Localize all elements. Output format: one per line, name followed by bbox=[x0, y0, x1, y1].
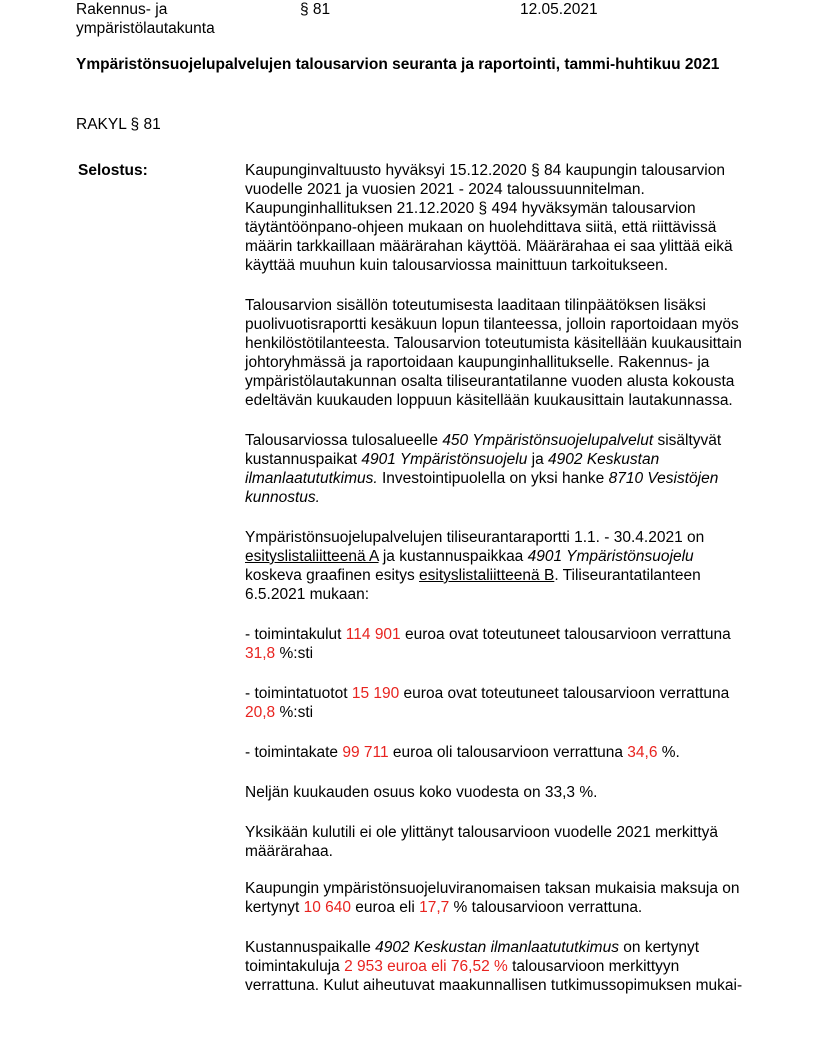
header-body-line2: ympäristölautakunta bbox=[76, 20, 215, 37]
paragraph-budget-approval: Kaupunginvaltuusto hyväksyi 15.12.2020 § 84 kaupungin talousarvion vuodelle 2021 ja vuosien 2021 - 2024 taloussuunnitelman. Kaupunginhallituksen 21.12.2020 § 494 hyväksymän talousarvion täytäntöönpano-ohjeen mukaan on huolehdittava siitä, että riittävissä määrin tarkkaillaan määrärahan käyttöä. Määrärahaa ei saa ylittää eikä käyttää muuhun kuin talousarviossa mainittuun tarkoitukseen. bbox=[245, 162, 733, 274]
attachment-b-link[interactable]: esityslistaliitteenä B bbox=[419, 567, 555, 584]
text: %:sti bbox=[275, 645, 314, 662]
paragraph-fees bbox=[245, 879, 745, 917]
text: - toimintakulut bbox=[245, 626, 346, 643]
project-8710: 8710 Vesistöjen kunnostus. bbox=[245, 470, 719, 506]
bullet-operating-income bbox=[245, 684, 745, 722]
header-body-line1: Rakennus- ja bbox=[76, 1, 168, 18]
highlight-value: 20,8 bbox=[245, 704, 276, 721]
cost-center-4902: 4902 Keskustan ilmanlaatututkimus. bbox=[245, 451, 660, 487]
text: - toimintatuotot bbox=[245, 685, 352, 702]
text: % talousarvioon verrattuna. bbox=[449, 899, 643, 916]
text: euroa ovat toteutuneet talousarvioon verrattuna bbox=[399, 685, 730, 702]
text: . Tiliseurantatilanteen 6.5.2021 mukaan: bbox=[245, 567, 701, 603]
text: Investointipuolella on yksi hanke bbox=[377, 470, 609, 487]
text: Talousarviossa tulosalueelle bbox=[245, 432, 443, 449]
selostus-content bbox=[245, 161, 745, 1016]
text: euroa ovat toteutuneet talousarvioon verrattuna bbox=[400, 626, 731, 643]
text: %. bbox=[657, 744, 680, 761]
text: on kertynyt toimintakuluja bbox=[245, 939, 700, 975]
text: ja bbox=[527, 451, 549, 468]
header-body-name bbox=[76, 0, 236, 38]
selostus-label: Selostus: bbox=[78, 162, 148, 179]
highlight-value: 15 190 bbox=[351, 685, 400, 702]
header-date: 12.05.2021 bbox=[520, 1, 598, 18]
highlight-value: 17,7 bbox=[419, 899, 450, 916]
attachment-a-link[interactable]: esityslistaliitteenä A bbox=[245, 548, 379, 565]
paragraph-cost-centers bbox=[245, 431, 745, 507]
text: Kaupungin ympäristönsuojeluviranomaisen taksan mukaisia maksuja on kertynyt bbox=[245, 880, 740, 916]
text: Kustannuspaikalle bbox=[245, 939, 376, 956]
paragraph-no-overrun: Yksikään kulutili ei ole ylittänyt talousarvioon vuodelle 2021 merkittyä määrärahaa. bbox=[245, 824, 718, 860]
bullet-operating-costs bbox=[245, 625, 745, 663]
paragraph-air-quality bbox=[245, 938, 745, 995]
bullet-operating-margin bbox=[245, 743, 745, 762]
paragraph-four-months: Neljän kuukauden osuus koko vuodesta on 33,3 %. bbox=[245, 784, 598, 801]
text: - toimintakate bbox=[245, 744, 343, 761]
text: ja kustannuspaikkaa bbox=[378, 548, 528, 565]
document-title: Ympäristönsuojelupalvelujen talousarvion seuranta ja raportointi, tammi-huhtikuu 2021 bbox=[76, 56, 720, 73]
paragraph-reporting: Talousarvion sisällön toteutumisesta laaditaan tilinpäätöksen lisäksi puolivuotisraportti kesäkuun lopun tilanteessa, jolloin raportoidaan myös henkilöstötilanteesta. Talousarvion toteutumista käsitellään kuukausittain johtoryhmässä ja raportoidaan kaupunginhallitukselle. Rakennus- ja ympäristölautakunnan osalta tiliseurantatilanne vuoden alusta kokousta edeltävän kuukauden loppuun käsitellään kuukausittain lautakunnassa. bbox=[245, 297, 742, 409]
cost-center-450: 450 Ympäristönsuojelupalvelut bbox=[442, 432, 654, 449]
text: euroa oli talousarvioon verrattuna bbox=[388, 744, 628, 761]
header-section: § 81 bbox=[300, 1, 331, 18]
text: euroa eli bbox=[351, 899, 420, 916]
highlight-value: 2 953 euroa eli 76,52 % bbox=[344, 958, 508, 975]
paragraph-attachments bbox=[245, 528, 745, 604]
highlight-value: 34,6 bbox=[627, 744, 658, 761]
text: sisältyvät kustannuspaikat bbox=[245, 432, 722, 468]
text: talousarvioon merkittyyn verrattuna. Kulut aiheutuvat maakunnallisen tutkimussopimuksen mukai- bbox=[245, 958, 743, 994]
section-code: RAKYL § 81 bbox=[76, 116, 161, 133]
text: %:sti bbox=[275, 704, 314, 721]
text: koskeva graafinen esitys bbox=[245, 567, 420, 584]
highlight-value: 99 711 bbox=[342, 744, 389, 761]
cost-center-4901: 4901 Ympäristönsuojelu bbox=[361, 451, 528, 468]
highlight-value: 31,8 bbox=[245, 645, 276, 662]
highlight-value: 114 901 bbox=[345, 626, 401, 643]
cost-center-4901: 4901 Ympäristönsuojelu bbox=[527, 548, 694, 565]
text: Ympäristönsuojelupalvelujen tiliseurantaraportti 1.1. - 30.4.2021 on bbox=[245, 529, 705, 546]
highlight-value: 10 640 bbox=[303, 899, 351, 916]
cost-center-4902: 4902 Keskustan ilmanlaatututkimus bbox=[375, 939, 619, 956]
